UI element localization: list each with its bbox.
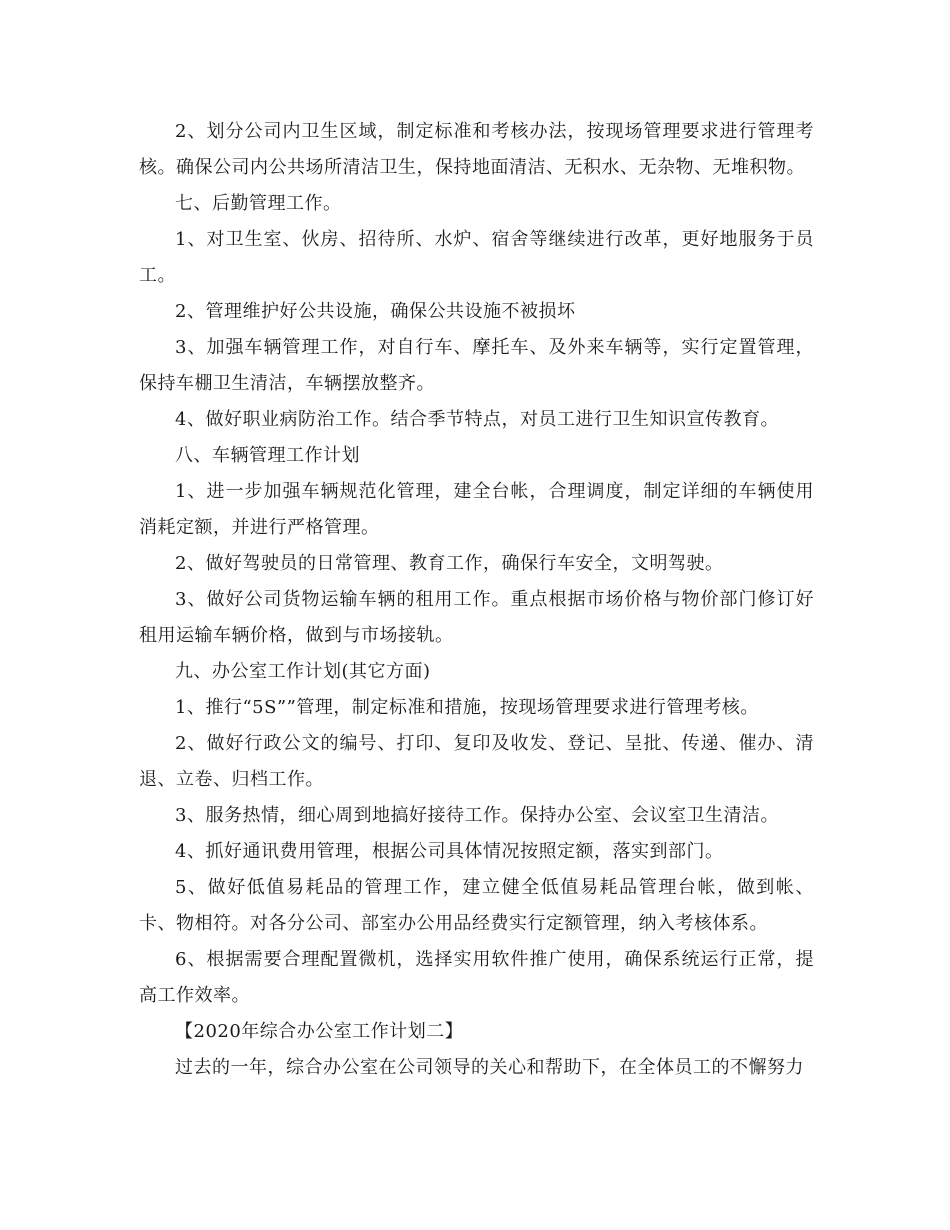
paragraph-hygiene-zones: 2、划分公司内卫生区域，制定标准和考核办法，按现场管理要求进行管理考核。确保公司内公共场所清洁卫生，保持地面清洁、无积水、无杂物、无堆积物。 bbox=[139, 121, 814, 178]
paragraph-logistics-reform: 1、对卫生室、伙房、招待所、水炉、宿舍等继续进行改革，更好地服务于员工。 bbox=[139, 229, 814, 286]
paragraph-year-review: 过去的一年，综合办公室在公司领导的关心和帮助下，在全体员工的不懈努力 bbox=[175, 1057, 804, 1078]
section-title-plan-two: 【2020年综合办公室工作计划二】 bbox=[175, 1021, 464, 1042]
section-heading-office-plan: 九、办公室工作计划(其它方面) bbox=[175, 661, 431, 682]
paragraph-vehicle-standardization: 1、进一步加强车辆规范化管理，建全台帐，合理调度，制定详细的车辆使用消耗定额，并进行严格管理。 bbox=[139, 481, 814, 538]
paragraph-driver-management: 2、做好驾驶员的日常管理、教育工作，确保行车安全，文明驾驶。 bbox=[175, 553, 724, 574]
section-heading-vehicle-plan: 八、车辆管理工作计划 bbox=[175, 445, 360, 466]
paragraph-consumables: 5、做好低值易耗品的管理工作，建立健全低值易耗品管理台帐，做到帐、卡、物相符。对各分公司、部室办公用品经费实行定额管理，纳入考核体系。 bbox=[139, 877, 814, 934]
section-heading-logistics: 七、后勤管理工作。 bbox=[175, 193, 342, 214]
paragraph-public-facilities: 2、管理维护好公共设施，确保公共设施不被损坏 bbox=[175, 301, 576, 322]
paragraph-5s-management: 1、推行“5S””管理，制定标准和措施，按现场管理要求进行管理考核。 bbox=[175, 697, 759, 718]
paragraph-communication-costs: 4、抓好通讯费用管理，根据公司具体情况按照定额，落实到部门。 bbox=[175, 841, 724, 862]
paragraph-freight-rental: 3、做好公司货物运输车辆的租用工作。重点根据市场价格与物价部门修订好租用运输车辆价格，做到与市场接轨。 bbox=[139, 589, 814, 646]
paragraph-vehicle-parking: 3、加强车辆管理工作，对自行车、摩托车、及外来车辆等，实行定置管理，保持车棚卫生清洁，车辆摆放整齐。 bbox=[139, 337, 814, 394]
paragraph-reception: 3、服务热情，细心周到地搞好接待工作。保持办公室、会议室卫生清洁。 bbox=[175, 805, 779, 826]
paragraph-occupational-health: 4、做好职业病防治工作。结合季节特点，对员工进行卫生知识宣传教育。 bbox=[175, 409, 779, 430]
paragraph-computers: 6、根据需要合理配置微机，选择实用软件推广使用，确保系统运行正常，提高工作效率。 bbox=[139, 949, 814, 1006]
paragraph-official-documents: 2、做好行政公文的编号、打印、复印及收发、登记、呈批、传递、催办、清退、立卷、归档工作。 bbox=[139, 733, 814, 790]
document-body bbox=[139, 114, 814, 1086]
